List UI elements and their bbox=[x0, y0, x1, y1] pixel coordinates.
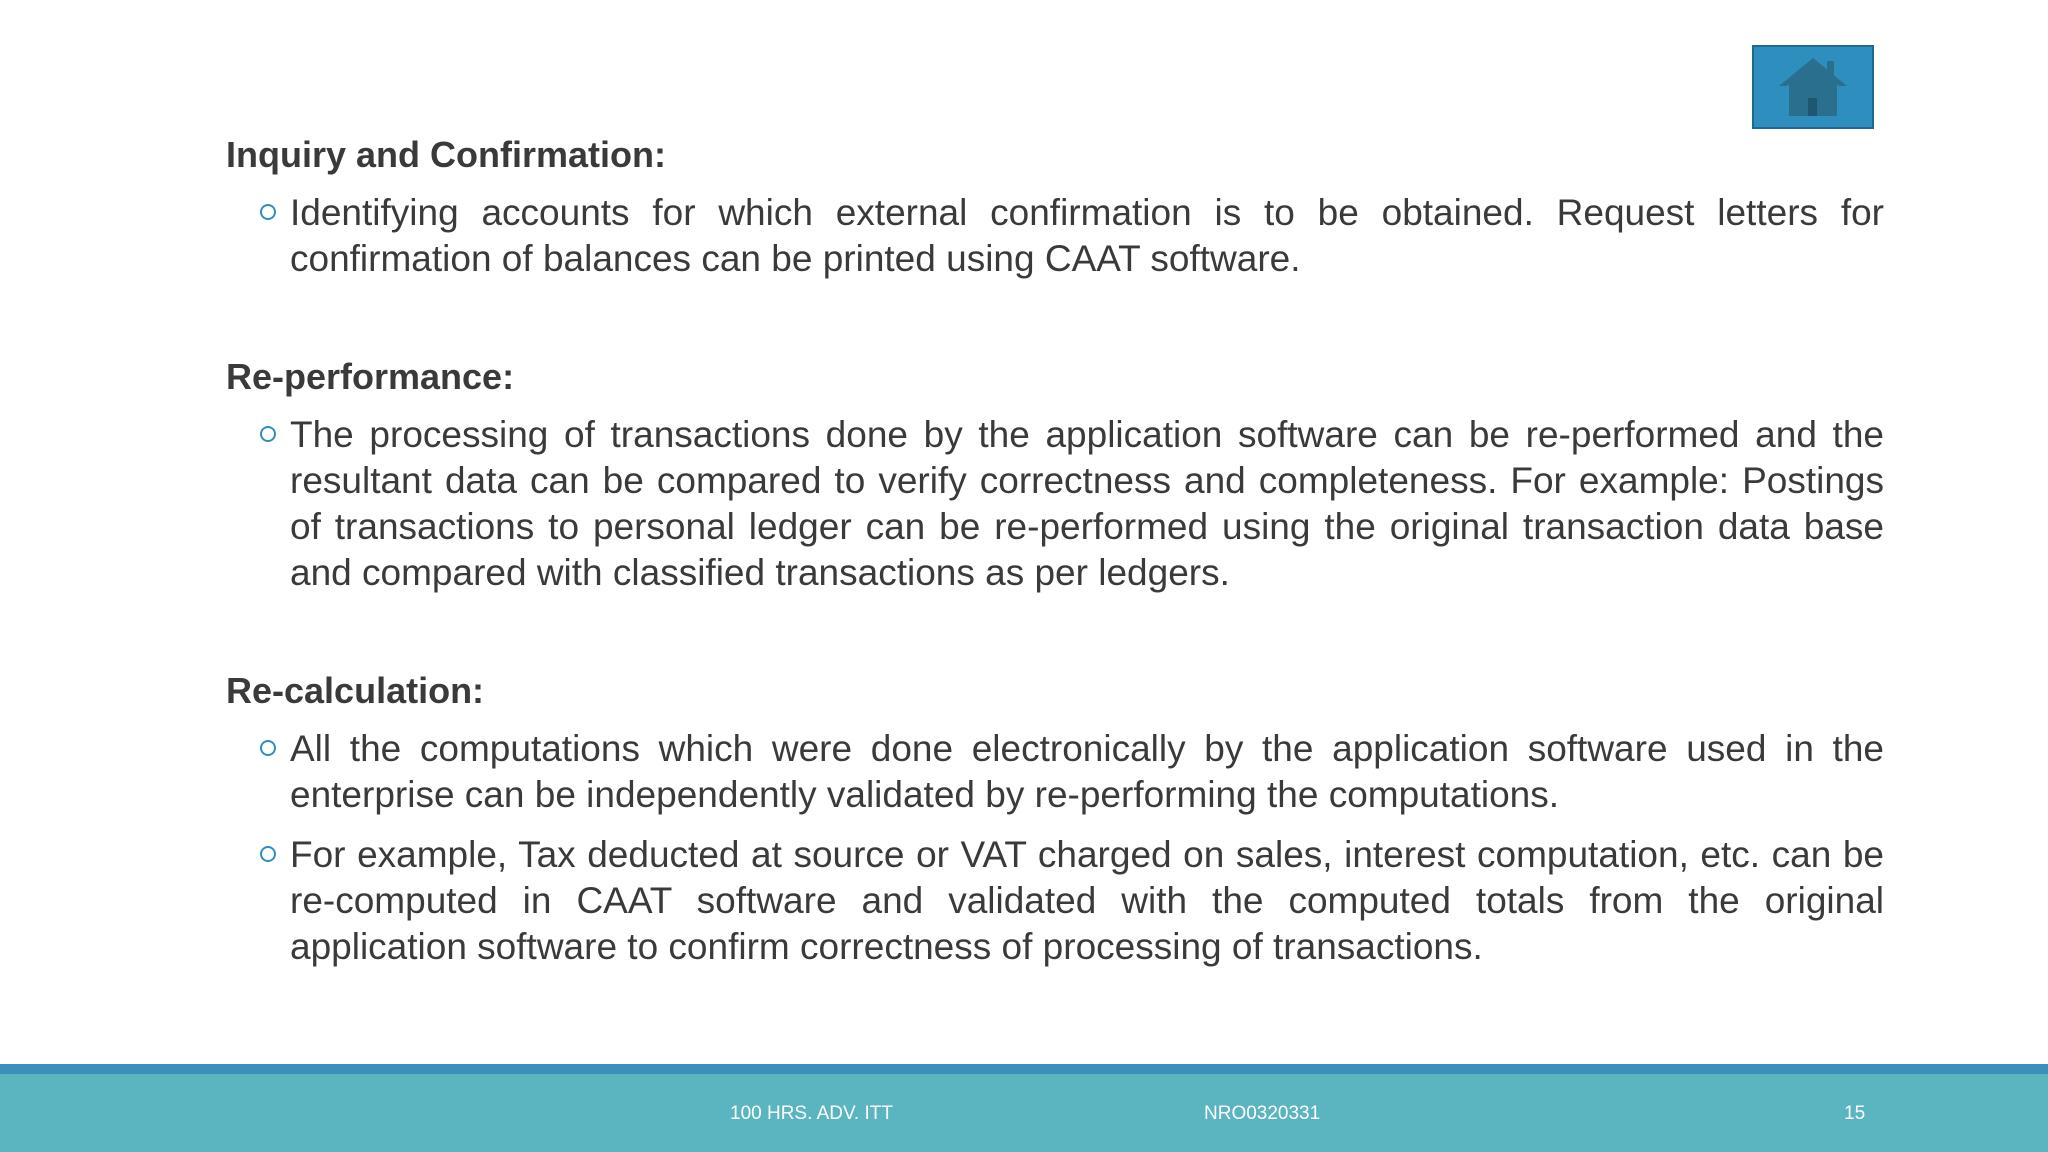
bullet-text: The processing of transactions done by the application software can be re-performed and the resultant data can be compared to verify correctness and completeness. For example: Postings of transactions to personal ledger can be re-performed using the original transaction data base and compared with classified transactions as per ledgers. bbox=[290, 414, 1884, 593]
section-inquiry-confirmation bbox=[226, 132, 1884, 282]
slide-content bbox=[226, 132, 1884, 970]
section-heading: Re-calculation: bbox=[226, 670, 485, 711]
bullet-circle-icon bbox=[260, 204, 276, 220]
footer-bar bbox=[0, 1074, 2048, 1152]
bullet-circle-icon bbox=[260, 846, 276, 862]
footer-course-label: 100 HRS. ADV. ITT bbox=[730, 1103, 893, 1124]
bullet-circle-icon bbox=[260, 426, 276, 442]
bullet-text: Identifying accounts for which external confirmation is to be obtained. Request letters for confirmation of balances can be printed using CAAT software. bbox=[290, 192, 1884, 279]
page-number: 15 bbox=[1844, 1103, 1866, 1124]
section-re-calculation bbox=[226, 668, 1884, 970]
bullet-text: All the computations which were done electronically by the application software used in the enterprise can be independently validated by re-performing the computations. bbox=[290, 728, 1884, 815]
bullet-item bbox=[226, 832, 1884, 970]
bullet-circle-icon bbox=[260, 740, 276, 756]
footer-stripe bbox=[0, 1064, 2048, 1074]
section-heading: Inquiry and Confirmation: bbox=[226, 134, 666, 175]
home-icon bbox=[1777, 54, 1849, 120]
bullet-text: For example, Tax deducted at source or VAT charged on sales, interest computation, etc. can be re-computed in CAAT software and validated with the computed totals from the original application software to confirm correctness of processing of transactions. bbox=[290, 834, 1884, 967]
bullet-item bbox=[226, 726, 1884, 818]
footer-registration-number: NRO0320331 bbox=[1204, 1103, 1321, 1124]
section-re-performance bbox=[226, 354, 1884, 596]
home-button[interactable] bbox=[1752, 45, 1874, 129]
bullet-item bbox=[226, 412, 1884, 596]
bullet-item bbox=[226, 190, 1884, 282]
section-heading: Re-performance: bbox=[226, 356, 515, 397]
